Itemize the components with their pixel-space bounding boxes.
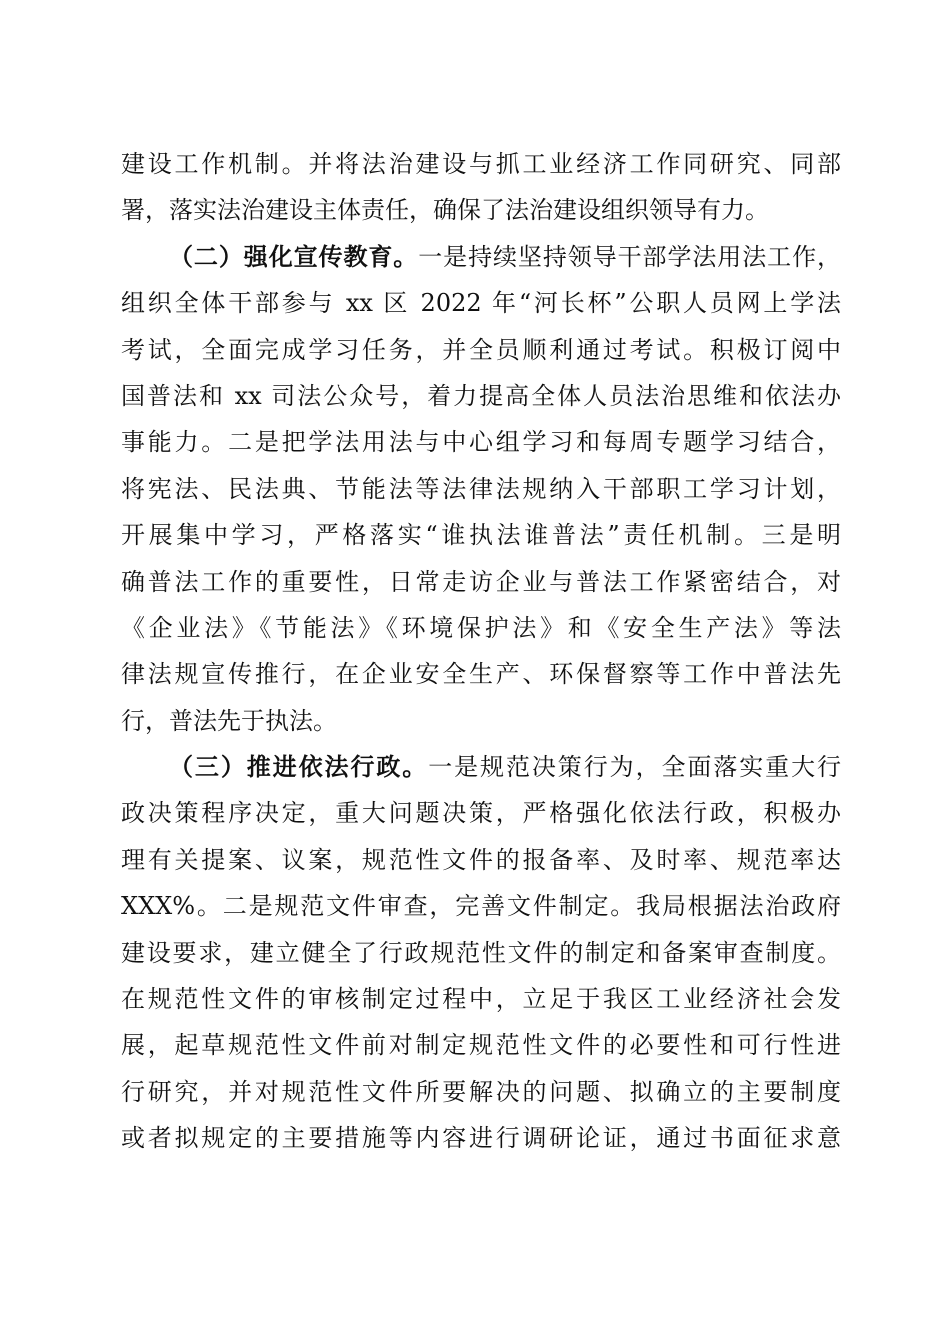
- body-text: 一是规范决策行为，全面落实重大行: [428, 753, 842, 782]
- body-text-line: 组织全体干部参与 xx 区 2022 年“河长杯”公职人员网上学法: [121, 289, 841, 318]
- body-text: 一是持续坚持领导干部学法用法工作，: [418, 242, 842, 271]
- body-text-line: 事能力。二是把学法用法与中心组学习和每周专题学习结合，: [121, 428, 841, 457]
- body-text-line: 律法规宣传推行，在企业安全生产、环保督察等工作中普法先: [121, 660, 841, 689]
- body-text-line: 确普法工作的重要性，日常走访企业与普法工作紧密结合，对: [121, 567, 841, 596]
- body-text-line: 政决策程序决定，重大问题决策，严格强化依法行政，积极办: [121, 799, 841, 828]
- paragraph-first-line: [121, 234, 841, 280]
- body-text-line: 在规范性文件的审核制定过程中，立足于我区工业经济社会发: [121, 985, 841, 1014]
- body-text-line: 将宪法、民法典、节能法等法律法规纳入干部职工学习计划，: [121, 474, 841, 503]
- body-text-line: XXX%。二是规范文件审查，完善文件制定。我局根据法治政府: [121, 892, 841, 921]
- body-text-line: 开展集中学习，严格落实“谁执法谁普法”责任机制。三是明: [121, 521, 841, 550]
- body-text-line: 考试，全面完成学习任务，并全员顺利通过考试。积极订阅中: [121, 335, 841, 364]
- body-text-line: 展，起草规范性文件前对制定规范性文件的必要性和可行性进: [121, 1031, 841, 1060]
- body-text-line: 署，落实法治建设主体责任，确保了法治建设组织领导有力。: [121, 196, 769, 225]
- body-text-line: 建设工作机制。并将法治建设与抓工业经济工作同研究、同部: [121, 150, 841, 178]
- document-page: [121, 141, 841, 1162]
- body-text-line: 建设要求，建立健全了行政规范性文件的制定和备案审查制度。: [121, 938, 841, 967]
- paragraph-first-line: [121, 744, 841, 790]
- body-text-line: 行研究，并对规范性文件所要解决的问题、拟确立的主要制度: [121, 1077, 841, 1106]
- section-heading-2: （二）强化宣传教育。: [169, 241, 419, 271]
- body-text-line: 行，普法先于执法。: [121, 706, 337, 735]
- body-text-line: 国普法和 xx 司法公众号，着力提高全体人员法治思维和依法办: [121, 381, 841, 410]
- section-heading-3: （三）推进依法行政。: [169, 752, 429, 782]
- body-text-line: 理有关提案、议案，规范性文件的报备率、及时率、规范率达: [121, 845, 841, 874]
- body-text-line: 或者拟规定的主要措施等内容进行调研论证，通过书面征求意: [121, 1124, 841, 1153]
- body-text-line: 《企业法》《节能法》《环境保护法》和《安全生产法》等法: [121, 613, 841, 642]
